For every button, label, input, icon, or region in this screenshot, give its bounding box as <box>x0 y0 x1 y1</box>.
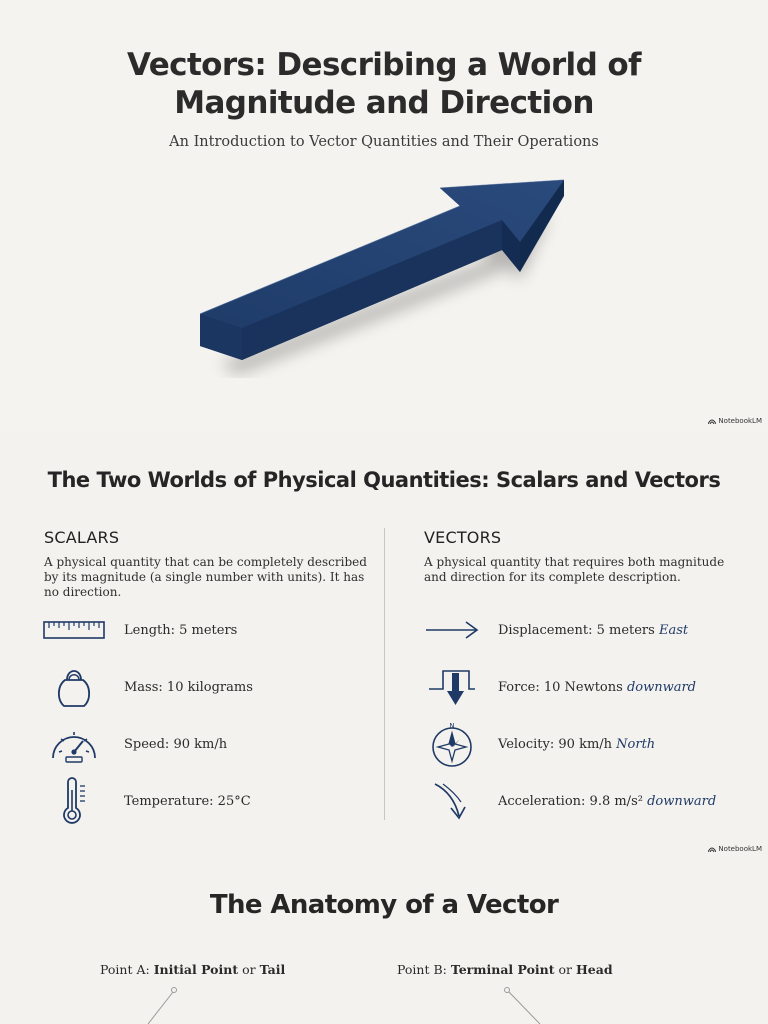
vector-item-direction: downward <box>626 679 696 695</box>
point-a-joiner: or <box>238 962 260 977</box>
speedometer-icon <box>42 720 106 768</box>
vector-item-magnitude: Velocity: 90 km/h <box>498 736 617 752</box>
vector-item <box>420 606 688 654</box>
compass-icon <box>420 720 484 768</box>
curved-arrow-icon <box>420 777 484 825</box>
vector-item <box>420 720 655 768</box>
point-a-prefix: Point A: <box>100 962 154 977</box>
svg-text:N: N <box>449 722 455 730</box>
scalars-vectors-slide <box>0 432 768 856</box>
point-a-term1: Initial Point <box>153 962 239 977</box>
vectors-heading: VECTORS <box>424 528 502 547</box>
scalar-item <box>42 720 227 768</box>
point-a-term2: Tail <box>259 962 286 977</box>
point-b-prefix: Point B: <box>397 962 451 977</box>
vector-item-text <box>498 794 716 809</box>
slide-title: The Anatomy of a Vector <box>209 890 559 920</box>
right-arrow-icon <box>420 606 484 654</box>
notebooklm-logo-icon <box>708 418 716 424</box>
slide-subtitle: An Introduction to Vector Quantities and Their Operations <box>169 134 599 150</box>
3d-arrow-illustration <box>190 168 590 378</box>
notebooklm-brand <box>708 845 762 853</box>
title-line-1: Vectors: Describing a World of <box>127 47 641 83</box>
vector-item-magnitude: Displacement: 5 meters <box>498 622 659 638</box>
vector-item-text <box>498 680 696 695</box>
scalar-item <box>42 663 253 711</box>
point-a-leader <box>148 988 177 1024</box>
vector-item-direction: East <box>658 622 689 638</box>
thermometer-icon <box>42 777 106 825</box>
title-line-2: Magnitude and Direction <box>174 85 594 121</box>
vectors-definition: A physical quantity that requires both magnitude and direction for its complete description. <box>424 555 725 584</box>
scalar-item <box>42 777 251 825</box>
down-force-icon <box>420 663 484 711</box>
scalars-heading: SCALARS <box>44 528 120 547</box>
point-b-leader <box>505 988 541 1024</box>
ruler-icon <box>42 606 106 654</box>
scalars-definition: A physical quantity that can be completely described by its magnitude (a single number with units). It has no direction. <box>44 555 367 599</box>
point-b-term2: Head <box>576 962 613 977</box>
brand-label: NotebookLM <box>718 417 762 425</box>
vector-item-direction: downward <box>647 793 717 809</box>
brand-label: NotebookLM <box>718 845 762 853</box>
vector-item-magnitude: Force: 10 Newtons <box>498 679 627 695</box>
title-slide <box>0 0 768 432</box>
vector-item-magnitude: Acceleration: 9.8 m/s² <box>498 793 648 809</box>
scalar-item-text: Temperature: 25°C <box>124 793 251 809</box>
vector-item-direction: North <box>616 736 656 752</box>
scalar-item-text: Mass: 10 kilograms <box>124 679 253 695</box>
kettlebell-icon <box>42 663 106 711</box>
point-b-term1: Terminal Point <box>450 962 555 977</box>
leader-lines <box>0 856 768 1024</box>
slide-title <box>0 46 768 122</box>
vector-item-text <box>498 737 655 752</box>
column-divider <box>384 528 385 820</box>
notebooklm-logo-icon <box>708 846 716 852</box>
vector-item-text <box>498 623 688 638</box>
point-b-joiner: or <box>554 962 576 977</box>
notebooklm-brand <box>708 417 762 425</box>
scalar-item-text: Length: 5 meters <box>124 622 238 638</box>
vector-item <box>420 663 696 711</box>
anatomy-slide <box>0 856 768 1024</box>
scalar-item <box>42 606 237 654</box>
vector-item <box>420 777 716 825</box>
slide-title: The Two Worlds of Physical Quantities: Scalars and Vectors <box>47 468 721 492</box>
scalar-item-text: Speed: 90 km/h <box>124 736 228 752</box>
